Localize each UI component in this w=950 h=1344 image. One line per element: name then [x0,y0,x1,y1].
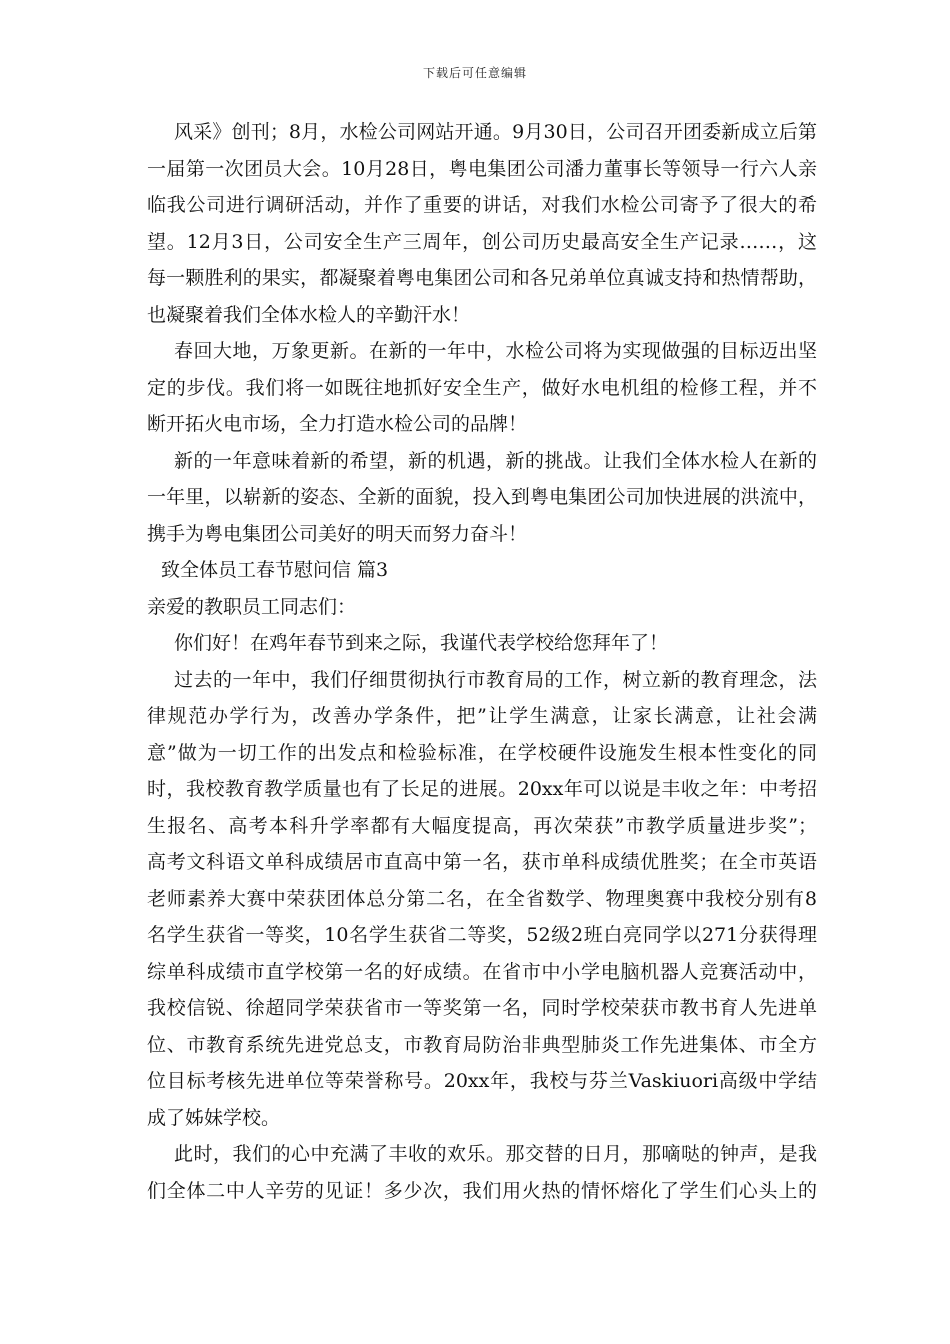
paragraph [147,443,817,553]
text-line: 断开拓火电市场，全力打造水检公司的品牌！ [147,413,528,435]
page-header: 下载后可任意编辑 [422,66,527,80]
paragraph [147,662,817,1137]
text-line: 春回大地，万象更新。在新的一年中，水检公司将为实现做强的目标迈出坚 [174,340,817,362]
text-line: 望。12月3日，公司安全生产三周年，创公司历史最高安全生产记录……，这 [147,230,817,253]
text-line: 每一颗胜利的果实，都凝聚着粤电集团公司和各兄弟单位真诚支持和热情帮助， [147,267,817,289]
text-line: 生报名、高考本科升学率都有大幅度提高，再次荣获”市教学质量进步奖”； [147,814,817,837]
text-line: 位、市教育系统先进党总支，市教育局防治非典型肺炎工作先进集体、市全方 [147,1033,817,1056]
text-line: 名学生获省一等奖，10名学生获省二等奖，52级2班白亮同学以271分获得理 [147,924,817,946]
text-line: 你们好！在鸡年春节到来之际，我谨代表学校给您拜年了！ [174,632,669,654]
text-line: 携手为粤电集团公司美好的明天而努力奋斗！ [147,522,528,545]
section-heading [147,552,817,589]
document-body [147,114,817,1209]
paragraph [147,114,817,333]
text-line: 也凝聚着我们全体水检人的辛勤汗水！ [147,303,471,326]
text-line: 临我公司进行调研活动，并作了重要的讲话，对我们水检公司寄予了很大的希 [147,194,817,216]
text-line: 此时，我们的心中充满了丰收的欢乐。那交替的日月，那嘀哒的钟声，是我 [174,1143,817,1165]
text-line: 新的一年意味着新的希望，新的机遇，新的挑战。让我们全体水检人在新的 [174,449,817,472]
text-line: 我校信锐、徐超同学荣获省市一等奖第一名，同时学校荣获市教书育人先进单 [147,997,817,1019]
text-line: 亲爱的教职员工同志们： [147,595,357,618]
text-line: 一年里，以崭新的姿态、全新的面貌，投入到粤电集团公司加快进展的洪流中， [147,486,817,508]
text-line: 意”做为一切工作的出发点和检验标准，在学校硬件设施发生根本性变化的同 [147,741,817,764]
text-line: 高考文科语文单科成绩居市直高中第一名，获市单科成绩优胜奖；在全市英语 [147,851,817,873]
text-line: 致全体员工春节慰问信 篇3 [161,559,389,581]
text-line: 时，我校教育教学质量也有了长足的进展。20xx年可以说是丰收之年：中考招 [147,778,817,800]
text-line: 律规范办学行为，改善办学条件，把”让学生满意，让家长满意，让社会满 [147,705,817,727]
text-line: 定的步伐。我们将一如既往地抓好安全生产，做好水电机组的检修工程，并不 [147,376,817,399]
text-line: 成了姊妹学校。 [147,1106,281,1129]
paragraph [147,333,817,443]
text-line: 们全体二中人辛劳的见证！多少次，我们用火热的情怀熔化了学生们心头上的 [147,1179,817,1202]
paragraph [147,1136,817,1209]
text-line: 综单科成绩市直学校第一名的好成绩。在省市中小学电脑机器人竞赛活动中， [147,960,817,983]
paragraph [147,625,817,662]
text-line: 风采》创刊；8月，水检公司网站开通。9月30日，公司召开团委新成立后第 [174,121,817,143]
text-line: 过去的一年中，我们仔细贯彻执行市教育局的工作，树立新的教育理念，法 [174,668,817,691]
text-line: 老师素养大赛中荣获团体总分第二名，在全省数学、物理奥赛中我校分别有8 [147,887,817,910]
text-line: 一届第一次团员大会。10月28日，粤电集团公司潘力董事长等领导一行六人亲 [147,157,817,180]
salutation [147,589,817,626]
text-line: 位目标考核先进单位等荣誉称号。20xx年，我校与芬兰Vaskiuori高级中学结 [147,1070,817,1092]
